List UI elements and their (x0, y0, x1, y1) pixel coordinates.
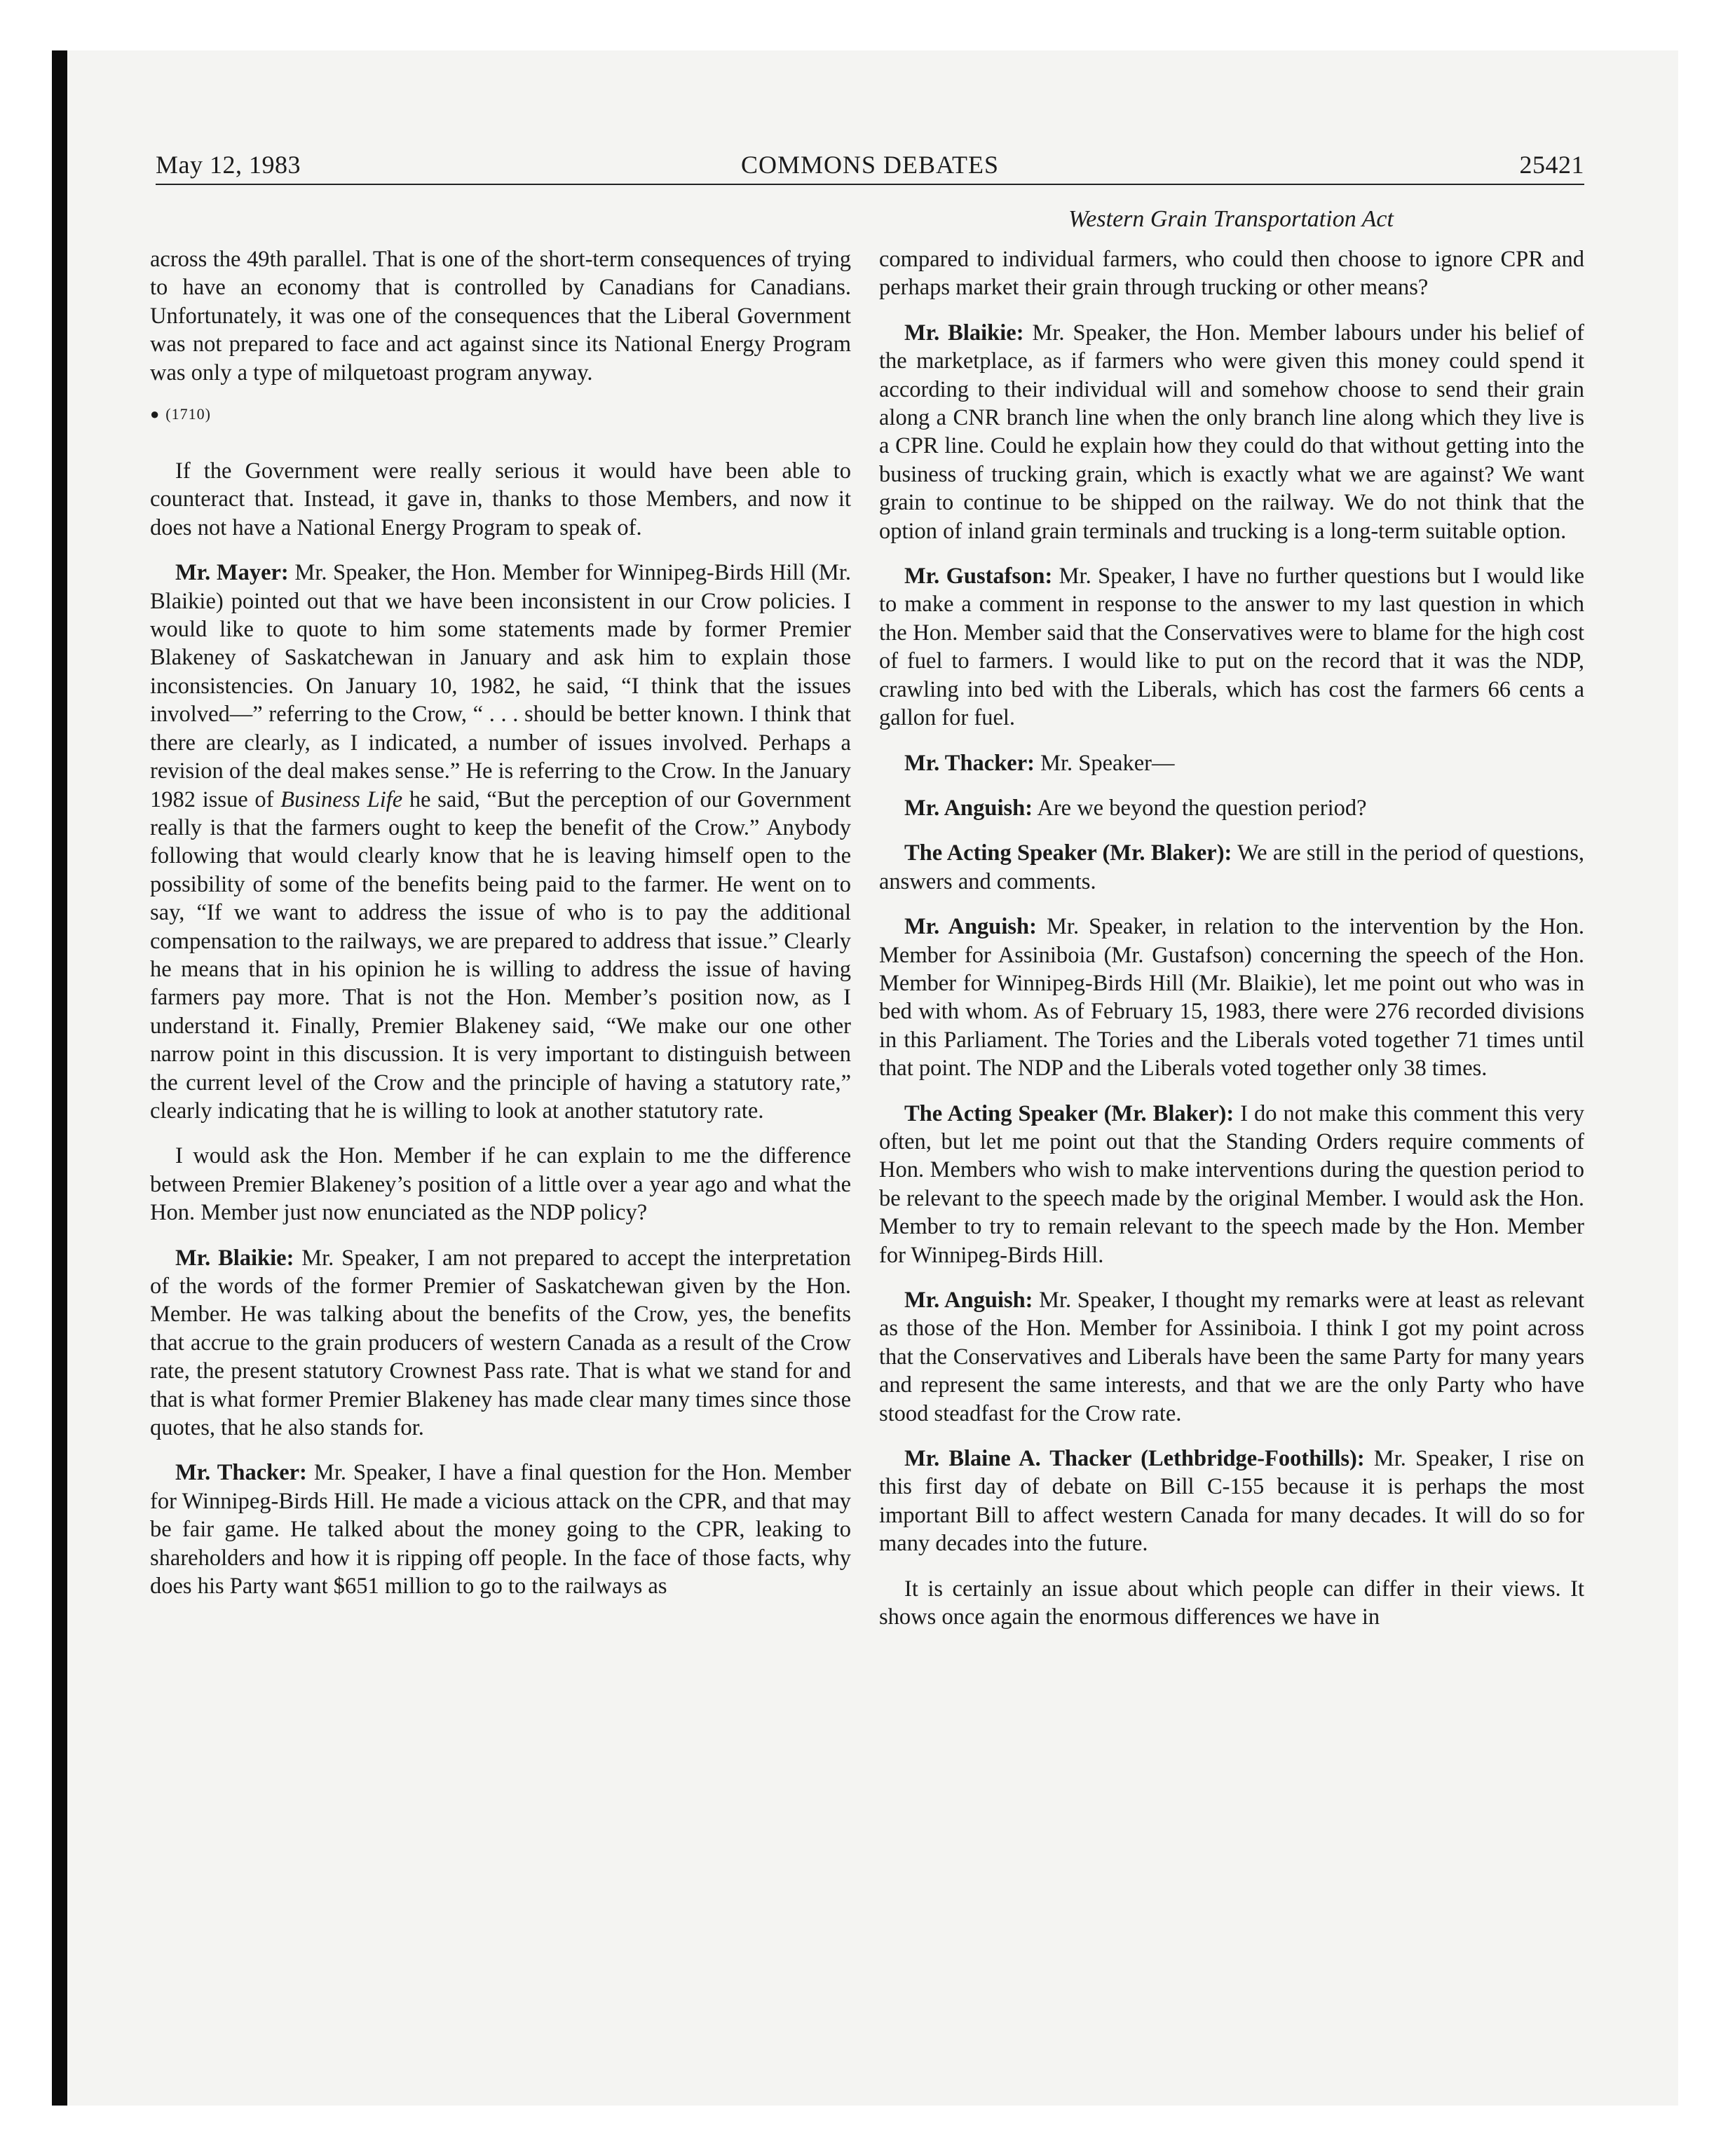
paragraph (879, 1100, 1584, 1269)
time-marker-text: (1710) (165, 405, 211, 423)
speech-text: Mr. Speaker, in relation to the intervention by the Hon. Member for Assiniboia (Mr. Gustafson) concerning the speech of the Hon. Member for Winnipeg-Birds Hill (Mr. Blaikie), let me point out who was in bed with whom. As of February 15, 1983, there were 276 recorded divisions in this Parliament. The Tories and the Liberals voted together 71 times until that point. The NDP and the Liberals voted together only 38 times. (879, 914, 1584, 1082)
paragraph: across the 49th parallel. That is one of the short-term consequences of trying to have an economy that is controlled by Canadians for Canadians. Unfortunately, it was one of the consequences that the Liberal Government was not prepared to face and act against since its National Energy Program was only a type of milquetoast program anyway. (150, 247, 851, 386)
speech-text: Mr. Speaker, I am not prepared to accept the interpretation of the words of the former Premier of Saskatchewan given by the Hon. Member. He was talking about the benefits of the Crow, yes, the benefits that accrue to the grain producers of western Canada as a result of the Crow rate, the present statutory Crownest Pass rate. That is what we stand for and that is what former Premier Blakeney has made clear many times since those quotes, that he also stands for. (150, 1245, 851, 1441)
paragraph (879, 319, 1584, 545)
speech-text: Are we beyond the question period? (1033, 795, 1367, 821)
speech-text: Mr. Speaker, I rise on this first day of debate on Bill C-155 because it is perhaps the most important Bill to affect western Canada for many decades. It will do so for many decades into the future. (879, 1446, 1585, 1557)
speaker-name: Mr. Anguish: (904, 1288, 1033, 1313)
speaker-name: Mr. Gustafson: (904, 564, 1053, 589)
paragraph (879, 839, 1584, 896)
speaker-name: Mr. Anguish: (904, 795, 1033, 821)
paragraph (879, 794, 1584, 822)
paragraph (879, 913, 1584, 1082)
speaker-name: Mr. Thacker: (904, 750, 1035, 776)
header-date: May 12, 1983 (156, 151, 301, 179)
speech-text: he said, “But the perception of our Government really is that the farmers ought to keep the benefit of the Crow.” Anybody following that would clearly know that he is leaving himself open to the possibility of some of the benefits being paid to the farmer. He went on to say, “If we want to address the issue of who is to pay the additional compensation to the railways, we are prepared to address that issue.” Clearly he means that in his opinion he is willing to address the issue of having farmers pay more. That is not the Hon. Member’s position now, as I understand it. Finally, Premier Blakeney said, “We make our one other narrow point in this discussion. It is very important to distinguish between the current level of the Crow and the principle of having a statutory rate,” clearly indicating that he is willing to look at another statutory rate. (150, 786, 852, 1124)
speech-text: Mr. Speaker, I have a final question for the Hon. Member for Winnipeg-Birds Hill. He made a vicious attack on the CPR, and that may be fair game. He talked about the money going to the CPR, leaking to shareholders and how it is ripping off people. In the face of those facts, why does his Party want $651 million to go to the railways as (150, 1460, 851, 1599)
speaker-name: Mr. Blaikie: (904, 320, 1024, 346)
publication-title: Business Life (280, 786, 403, 812)
speech-text: Mr. Speaker, I have no further questions but I would like to make a comment in response to the answer to my last question in which the Hon. Member said that the Conservatives were to blame for the high cost of fuel to farmers. I would like to put on the record that it was the NDP, crawling into bed with the Liberals, which has cost the farmers 66 cents a gallon for fuel. (879, 564, 1584, 731)
speech-text: We are still in the period of questions, answers and comments. (879, 840, 1584, 894)
speaker-name: Mr. Thacker: (175, 1460, 307, 1486)
speaker-name: Mr. Blaikie: (175, 1245, 294, 1271)
header-rule (156, 184, 1584, 185)
page-header (156, 150, 1584, 185)
paragraph (879, 1286, 1584, 1428)
speech-text: Mr. Speaker, the Hon. Member labours under his belief of the marketplace, as if farmers who were given this money could spend it according to their individual will and somehow choose to send their grain along a CNR branch line when the only branch line along which they live is a CPR line. Could he explain how they could do that without getting into the business of trucking grain, which is exactly what we are against? We want grain to continue to be shipped on the railway. We do not think that the option of inland grain terminals and trucking is a long-term suitable option. (879, 320, 1584, 544)
speaker-name: The Acting Speaker (Mr. Blaker): (904, 840, 1232, 866)
speaker-name: Mr. Mayer: (175, 560, 289, 586)
paragraph: I would ask the Hon. Member if he can explain to me the difference between Premier Blakeney’s position of a little over a year ago and what the Hon. Member just now enunciated as the NDP policy? (150, 1143, 851, 1226)
paragraph: It is certainly an issue about which people can differ in their views. It shows once again the enormous differences we have in (879, 1576, 1584, 1630)
paragraph (150, 559, 851, 1125)
bullet-icon: ● (150, 405, 161, 423)
paragraph (150, 1244, 851, 1442)
paragraph: compared to individual farmers, who could then choose to ignore CPR and perhaps market their grain through trucking or other means? (879, 247, 1584, 301)
left-column (150, 245, 851, 1617)
paragraph (879, 1445, 1584, 1558)
speaker-name: Mr. Anguish: (904, 914, 1037, 940)
binding-edge (52, 50, 67, 2106)
header-title: COMMONS DEBATES (740, 151, 1000, 179)
speech-text: Mr. Speaker, I thought my remarks were at least as relevant as those of the Hon. Member for Assiniboia. I think I got my point across that the Conservatives and Liberals have been the same Party for many years and represent the same interests, and that we are the only Party who have stood steadfast for the Crow rate. (879, 1288, 1584, 1426)
time-marker (150, 404, 851, 425)
paragraph (879, 562, 1584, 732)
speech-text: Mr. Speaker— (1034, 750, 1175, 776)
page-number: 25421 (1519, 151, 1584, 179)
running-head: Western Grain Transportation Act (1068, 206, 1394, 232)
paragraph (150, 1459, 851, 1600)
paragraph: If the Government were really serious it would have been able to counteract that. Instead, it gave in, thanks to those Members, and now it does not have a National Energy Program to speak of. (150, 458, 851, 540)
speech-text: Mr. Speaker, the Hon. Member for Winnipeg-Birds Hill (Mr. Blaikie) pointed out that we have been inconsistent in our Crow policies. I would like to quote to him some statements made by former Premier Blakeney of Saskatchewan in January and ask him to explain those inconsistencies. On January 10, 1982, he said, “I think that the issues involved—” referring to the Crow, “ . . . should be better known. I think that there are clearly, as I indicated, a number of issues involved. Perhaps a revision of the deal makes sense.” He is referring to the Crow. In the January 1982 issue of (150, 560, 851, 812)
paragraph (879, 749, 1584, 777)
speaker-name: Mr. Blaine A. Thacker (Lethbridge-Foothills): (904, 1446, 1365, 1472)
speech-text: I do not make this comment this very often, but let me point out that the Standing Orders require comments of Hon. Members who wish to make interventions during the question period to be relevant to the speech made by the original Member. I would ask the Hon. Member to try to remain relevant to the speech made by the Hon. Member for Winnipeg-Birds Hill. (879, 1100, 1584, 1268)
right-column (879, 245, 1584, 1648)
speaker-name: The Acting Speaker (Mr. Blaker): (904, 1100, 1234, 1126)
